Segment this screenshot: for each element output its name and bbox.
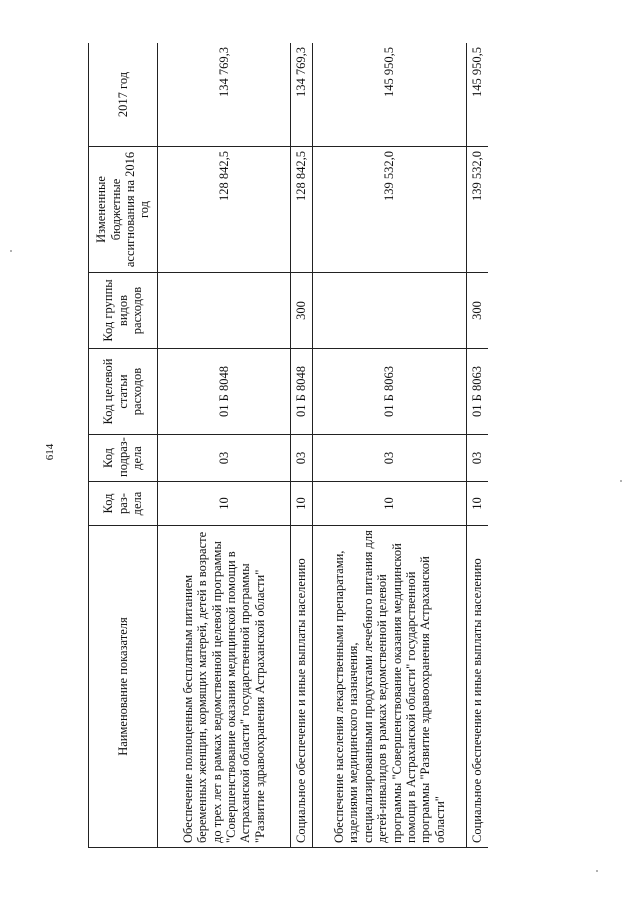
page-number: 614 [44,443,56,461]
row-podrazdel: 03 [313,435,467,482]
row-2016: 128 842,5 [291,147,313,273]
header-2017: 2017 год [89,43,158,147]
header-csr: Код целевой статьи расходов [89,349,158,435]
row-name: Социальное обеспечение и иные выплаты населению [291,526,313,848]
table-header-row [89,43,158,848]
header-vr: Код группы видов расходов [89,273,158,349]
row-podrazdel: 03 [291,435,313,482]
row-razdel: 10 [313,482,467,526]
row-csr: 01 Б 8063 [313,349,467,435]
row-razdel: 10 [291,482,313,526]
budget-table [88,43,488,848]
table-row [467,43,489,848]
scan-speck [10,250,12,252]
rotated-table-area [88,43,488,848]
header-2016: Измененные бюджетные ассигнования на 2016 год [89,147,158,273]
scan-speck [620,480,622,482]
row-razdel: 10 [467,482,489,526]
row-2017: 134 769,3 [291,43,313,147]
header-podrazdel: Код подраз-дела [89,435,158,482]
row-2016: 128 842,5 [158,147,291,273]
row-2017: 145 950,5 [313,43,467,147]
row-2017: 145 950,5 [467,43,489,147]
row-csr: 01 Б 8048 [158,349,291,435]
rotated-table-inner [88,43,488,848]
row-vr [313,273,467,349]
row-podrazdel: 03 [158,435,291,482]
row-vr [158,273,291,349]
table-row [291,43,313,848]
row-csr: 01 Б 8048 [291,349,313,435]
table-row [158,43,291,848]
row-2016: 139 532,0 [467,147,489,273]
header-razdel: Код раз-дела [89,482,158,526]
row-vr: 300 [291,273,313,349]
row-vr: 300 [467,273,489,349]
header-name: Наименование показателя [89,526,158,848]
row-razdel: 10 [158,482,291,526]
scan-speck [596,870,598,872]
row-podrazdel: 03 [467,435,489,482]
row-name: Обеспечение населения лекарственными препаратами, изделиями медицинского назначения, специализированными продуктами лечебного питания для детей-инвалидов в рамках ведомственной целевой программы "Совершенствование оказания медицинской помощи в Астраханской области" государственной программы "Развитие здравоохранения Астраханской области" [313,526,467,848]
row-name: Обеспечение полноценным бесплатным питанием беременных женщин, кормящих матерей, детей в возрасте до трех лет в рамках ведомственной целевой программы "Совершенствование оказания медицинской помощи в Астраханской области" государственной программы "Развитие здравоохранения Астраханской области" [158,526,291,848]
row-2017: 134 769,3 [158,43,291,147]
table-row [313,43,467,848]
row-csr: 01 Б 8063 [467,349,489,435]
row-2016: 139 532,0 [313,147,467,273]
row-name: Социальное обеспечение и иные выплаты населению [467,526,489,848]
